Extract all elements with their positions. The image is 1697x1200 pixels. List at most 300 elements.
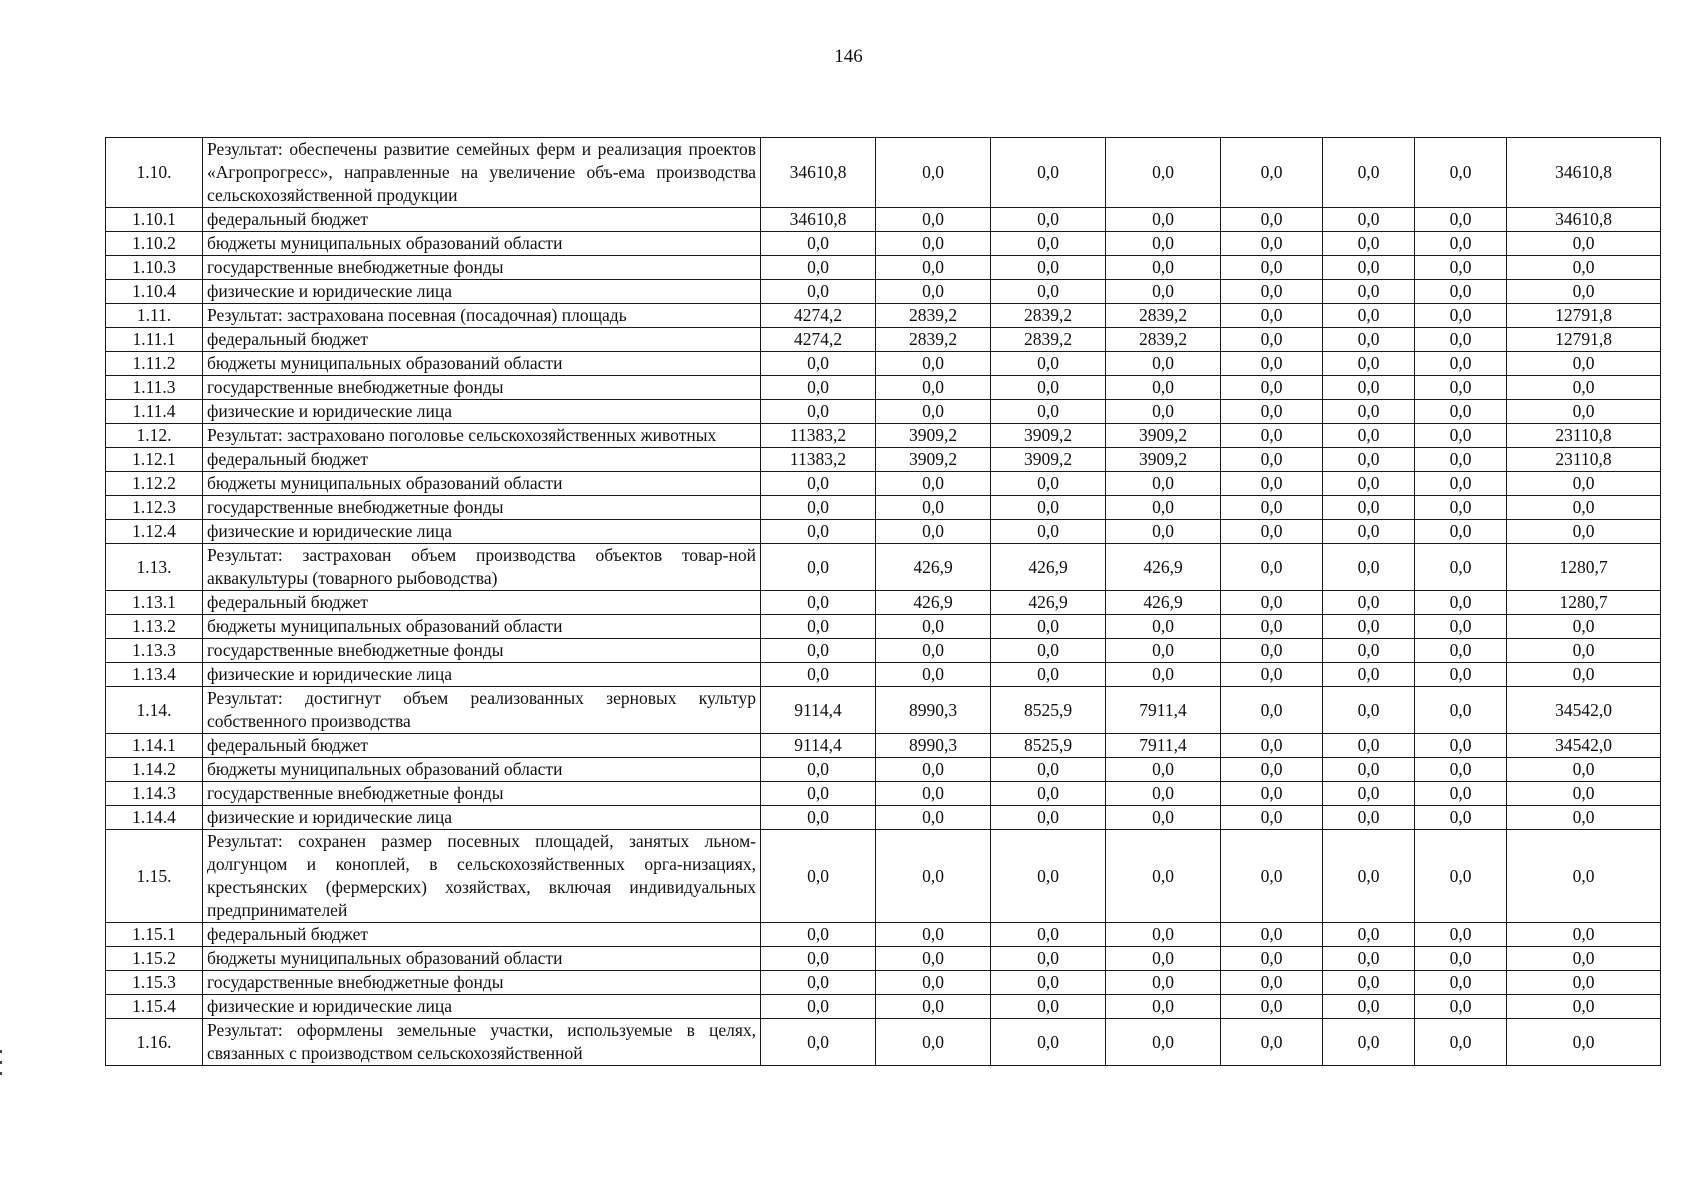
row-description: бюджеты муниципальных образований области: [203, 615, 761, 639]
row-total-value: 0,0: [1507, 232, 1661, 256]
row-year-value: 0,0: [1221, 947, 1323, 971]
row-year-value: 0,0: [1415, 971, 1507, 995]
table-row: [106, 352, 1661, 376]
row-year-value: 0,0: [1415, 400, 1507, 424]
row-year-value: 0,0: [991, 923, 1106, 947]
row-year-value: 0,0: [1415, 639, 1507, 663]
row-year-value: 0,0: [1415, 806, 1507, 830]
row-year-value: 8525,9: [991, 687, 1106, 734]
row-year-value: 426,9: [1106, 544, 1221, 591]
row-description: бюджеты муниципальных образований области: [203, 472, 761, 496]
row-year-value: 0,0: [1221, 208, 1323, 232]
row-year-value: 0,0: [876, 782, 991, 806]
row-year-value: 0,0: [1323, 806, 1415, 830]
row-code: 1.12.: [106, 424, 203, 448]
row-total-value: 0,0: [1507, 971, 1661, 995]
row-year-value: 3909,2: [991, 424, 1106, 448]
row-year-value: 0,0: [1106, 923, 1221, 947]
row-code: 1.12.1: [106, 448, 203, 472]
row-year-value: 0,0: [1415, 256, 1507, 280]
row-year-value: 0,0: [876, 971, 991, 995]
row-description: физические и юридические лица: [203, 663, 761, 687]
row-year-value: 8525,9: [991, 734, 1106, 758]
row-year-value: 0,0: [1221, 496, 1323, 520]
row-year-value: 2839,2: [876, 328, 991, 352]
row-year-value: 0,0: [1323, 328, 1415, 352]
row-description: государственные внебюджетные фонды: [203, 376, 761, 400]
row-year-value: 0,0: [1221, 806, 1323, 830]
row-total-value: 0,0: [1507, 256, 1661, 280]
row-year-value: 0,0: [1415, 520, 1507, 544]
table-row: [106, 995, 1661, 1019]
row-description: Результат: обеспечены развитие семейных ферм и реализация проектов «Агропрогресс», направленные на увеличение объ-ема производства сельскохозяйственной продукции: [203, 138, 761, 208]
row-year-value: 0,0: [1323, 830, 1415, 923]
row-description: государственные внебюджетные фонды: [203, 256, 761, 280]
row-year-value: 0,0: [1106, 758, 1221, 782]
row-year-value: 0,0: [761, 830, 876, 923]
row-year-value: 0,0: [991, 256, 1106, 280]
row-year-value: 0,0: [991, 520, 1106, 544]
row-total-value: 0,0: [1507, 280, 1661, 304]
row-year-value: 0,0: [991, 376, 1106, 400]
row-code: 1.11.3: [106, 376, 203, 400]
row-year-value: 0,0: [1323, 256, 1415, 280]
row-year-value: 0,0: [991, 639, 1106, 663]
row-code: 1.14.4: [106, 806, 203, 830]
row-code: 1.13.: [106, 544, 203, 591]
row-code: 1.13.1: [106, 591, 203, 615]
row-year-value: 0,0: [1323, 352, 1415, 376]
row-year-value: 34610,8: [761, 138, 876, 208]
row-year-value: 3909,2: [991, 448, 1106, 472]
row-year-value: 0,0: [761, 472, 876, 496]
row-year-value: 0,0: [1106, 256, 1221, 280]
row-total-value: 34610,8: [1507, 208, 1661, 232]
row-year-value: 0,0: [1323, 232, 1415, 256]
row-year-value: 0,0: [1323, 424, 1415, 448]
row-total-value: 1280,7: [1507, 544, 1661, 591]
row-year-value: 0,0: [1323, 1019, 1415, 1066]
row-year-value: 0,0: [876, 806, 991, 830]
row-year-value: 0,0: [1323, 280, 1415, 304]
table-row: [106, 304, 1661, 328]
row-year-value: 0,0: [1323, 663, 1415, 687]
table-row: [106, 280, 1661, 304]
row-description: Результат: сохранен размер посевных площадей, занятых льном-долгунцом и коноплей, в сельскохозяйственных орга-низациях, крестьянских (фермерских) хозяйствах, включая индивидуальных предпринимателей: [203, 830, 761, 923]
row-year-value: 0,0: [1106, 806, 1221, 830]
row-year-value: 0,0: [1415, 830, 1507, 923]
row-total-value: 34610,8: [1507, 138, 1661, 208]
row-year-value: 0,0: [1221, 280, 1323, 304]
row-year-value: 426,9: [991, 591, 1106, 615]
row-total-value: 0,0: [1507, 615, 1661, 639]
row-year-value: 0,0: [761, 995, 876, 1019]
table-row: [106, 923, 1661, 947]
row-description: физические и юридические лица: [203, 520, 761, 544]
row-year-value: 0,0: [1415, 208, 1507, 232]
row-total-value: 34542,0: [1507, 734, 1661, 758]
row-year-value: 0,0: [1323, 400, 1415, 424]
row-year-value: 0,0: [761, 544, 876, 591]
row-total-value: 0,0: [1507, 639, 1661, 663]
row-code: 1.16.: [106, 1019, 203, 1066]
row-year-value: 11383,2: [761, 424, 876, 448]
row-year-value: 0,0: [761, 591, 876, 615]
result-row: [106, 138, 1661, 208]
table-row: [106, 758, 1661, 782]
row-year-value: 0,0: [1323, 544, 1415, 591]
row-year-value: 4274,2: [761, 328, 876, 352]
row-year-value: 0,0: [1221, 615, 1323, 639]
row-year-value: 426,9: [876, 591, 991, 615]
row-description: физические и юридические лица: [203, 995, 761, 1019]
row-year-value: 0,0: [1221, 734, 1323, 758]
row-year-value: 7911,4: [1106, 734, 1221, 758]
row-code: 1.12.2: [106, 472, 203, 496]
row-year-value: 0,0: [1106, 472, 1221, 496]
row-year-value: 0,0: [991, 208, 1106, 232]
row-year-value: 0,0: [1415, 995, 1507, 1019]
row-code: 1.14.2: [106, 758, 203, 782]
row-year-value: 0,0: [1415, 734, 1507, 758]
row-year-value: 34610,8: [761, 208, 876, 232]
row-year-value: 426,9: [1106, 591, 1221, 615]
row-code: 1.13.4: [106, 663, 203, 687]
row-total-value: 0,0: [1507, 806, 1661, 830]
table-row: [106, 663, 1661, 687]
row-total-value: 1280,7: [1507, 591, 1661, 615]
row-year-value: 0,0: [1415, 376, 1507, 400]
row-description: Результат: достигнут объем реализованных зерновых культур собственного производства: [203, 687, 761, 734]
result-row: [106, 544, 1661, 591]
row-total-value: 0,0: [1507, 923, 1661, 947]
row-year-value: 9114,4: [761, 687, 876, 734]
row-year-value: 0,0: [1221, 591, 1323, 615]
row-total-value: 0,0: [1507, 472, 1661, 496]
row-year-value: 0,0: [1415, 280, 1507, 304]
table-body: [106, 138, 1661, 1066]
row-year-value: 0,0: [1221, 472, 1323, 496]
row-total-value: 12791,8: [1507, 328, 1661, 352]
row-year-value: 0,0: [876, 758, 991, 782]
row-year-value: 2839,2: [876, 304, 991, 328]
row-year-value: 0,0: [876, 496, 991, 520]
row-description: государственные внебюджетные фонды: [203, 496, 761, 520]
budget-table: [105, 137, 1661, 1066]
row-code: 1.10.1: [106, 208, 203, 232]
table-row: [106, 328, 1661, 352]
row-year-value: 0,0: [876, 615, 991, 639]
row-description: федеральный бюджет: [203, 328, 761, 352]
row-total-value: 0,0: [1507, 995, 1661, 1019]
row-year-value: 0,0: [1221, 232, 1323, 256]
row-year-value: 0,0: [1323, 304, 1415, 328]
row-total-value: 0,0: [1507, 663, 1661, 687]
table-row: [106, 591, 1661, 615]
row-year-value: 0,0: [761, 923, 876, 947]
row-year-value: 0,0: [761, 663, 876, 687]
row-year-value: 0,0: [1221, 424, 1323, 448]
result-row: [106, 830, 1661, 923]
row-year-value: 0,0: [1415, 615, 1507, 639]
result-row: [106, 424, 1661, 448]
result-row: [106, 687, 1661, 734]
row-year-value: 0,0: [876, 232, 991, 256]
row-year-value: 0,0: [1106, 520, 1221, 544]
row-year-value: 0,0: [1221, 663, 1323, 687]
row-code: 1.14.: [106, 687, 203, 734]
row-year-value: 0,0: [876, 376, 991, 400]
table-row: [106, 806, 1661, 830]
scan-margin-marks: [0, 1050, 4, 1083]
row-year-value: 0,0: [1221, 971, 1323, 995]
row-year-value: 0,0: [1106, 138, 1221, 208]
row-year-value: 0,0: [1415, 947, 1507, 971]
row-code: 1.10.4: [106, 280, 203, 304]
row-year-value: 0,0: [991, 830, 1106, 923]
row-description: бюджеты муниципальных образований области: [203, 947, 761, 971]
row-year-value: 0,0: [761, 615, 876, 639]
row-total-value: 0,0: [1507, 947, 1661, 971]
row-description: федеральный бюджет: [203, 448, 761, 472]
row-year-value: 0,0: [876, 280, 991, 304]
row-year-value: 0,0: [1323, 520, 1415, 544]
row-year-value: 0,0: [1106, 376, 1221, 400]
table-row: [106, 782, 1661, 806]
row-code: 1.10.2: [106, 232, 203, 256]
row-year-value: 0,0: [1106, 830, 1221, 923]
row-year-value: 0,0: [991, 496, 1106, 520]
row-code: 1.15.1: [106, 923, 203, 947]
row-year-value: 0,0: [1221, 304, 1323, 328]
row-description: государственные внебюджетные фонды: [203, 639, 761, 663]
row-total-value: 23110,8: [1507, 448, 1661, 472]
row-year-value: 0,0: [1415, 687, 1507, 734]
row-year-value: 0,0: [1106, 352, 1221, 376]
row-year-value: 0,0: [761, 376, 876, 400]
row-year-value: 0,0: [1323, 591, 1415, 615]
row-year-value: 0,0: [876, 256, 991, 280]
row-year-value: 0,0: [991, 400, 1106, 424]
row-year-value: 0,0: [1415, 328, 1507, 352]
row-year-value: 0,0: [761, 782, 876, 806]
row-year-value: 0,0: [1415, 758, 1507, 782]
table-row: [106, 208, 1661, 232]
table-row: [106, 639, 1661, 663]
row-year-value: 0,0: [991, 615, 1106, 639]
row-year-value: 0,0: [1323, 923, 1415, 947]
row-year-value: 0,0: [1323, 687, 1415, 734]
row-year-value: 0,0: [991, 232, 1106, 256]
row-year-value: 0,0: [1323, 208, 1415, 232]
row-year-value: 2839,2: [991, 328, 1106, 352]
row-year-value: 0,0: [1221, 544, 1323, 591]
result-row: [106, 1019, 1661, 1066]
row-year-value: 0,0: [1221, 138, 1323, 208]
row-year-value: 0,0: [1415, 352, 1507, 376]
row-year-value: 0,0: [1415, 448, 1507, 472]
row-code: 1.13.3: [106, 639, 203, 663]
row-year-value: 0,0: [1221, 376, 1323, 400]
row-code: 1.11.: [106, 304, 203, 328]
row-description: физические и юридические лица: [203, 280, 761, 304]
table-row: [106, 472, 1661, 496]
row-code: 1.14.3: [106, 782, 203, 806]
row-year-value: 0,0: [1415, 1019, 1507, 1066]
row-year-value: 0,0: [1415, 496, 1507, 520]
row-description: федеральный бюджет: [203, 591, 761, 615]
row-year-value: 0,0: [1106, 663, 1221, 687]
row-year-value: 0,0: [761, 496, 876, 520]
row-year-value: 0,0: [876, 995, 991, 1019]
row-code: 1.15.3: [106, 971, 203, 995]
row-year-value: 11383,2: [761, 448, 876, 472]
row-description: бюджеты муниципальных образований области: [203, 758, 761, 782]
row-year-value: 0,0: [876, 520, 991, 544]
row-year-value: 3909,2: [1106, 448, 1221, 472]
row-year-value: 0,0: [1221, 520, 1323, 544]
page-number: 146: [834, 46, 863, 67]
row-year-value: 0,0: [991, 472, 1106, 496]
table-row: [106, 971, 1661, 995]
row-year-value: 0,0: [1415, 544, 1507, 591]
row-year-value: 0,0: [1221, 995, 1323, 1019]
row-year-value: 0,0: [1323, 138, 1415, 208]
row-description: федеральный бюджет: [203, 923, 761, 947]
row-year-value: 0,0: [1323, 496, 1415, 520]
table-row: [106, 734, 1661, 758]
row-year-value: 0,0: [1106, 1019, 1221, 1066]
row-year-value: 0,0: [1415, 923, 1507, 947]
row-code: 1.11.1: [106, 328, 203, 352]
row-year-value: 0,0: [876, 352, 991, 376]
row-code: 1.10.: [106, 138, 203, 208]
row-year-value: 0,0: [1221, 1019, 1323, 1066]
row-year-value: 0,0: [1323, 782, 1415, 806]
row-code: 1.12.3: [106, 496, 203, 520]
row-total-value: 0,0: [1507, 782, 1661, 806]
row-description: Результат: оформлены земельные участки, используемые в целях, связанных с производством сельскохозяйственной: [203, 1019, 761, 1066]
row-description: физические и юридические лица: [203, 806, 761, 830]
row-year-value: 0,0: [876, 947, 991, 971]
row-total-value: 12791,8: [1507, 304, 1661, 328]
row-year-value: 0,0: [876, 208, 991, 232]
row-year-value: 7911,4: [1106, 687, 1221, 734]
row-year-value: 0,0: [876, 1019, 991, 1066]
row-code: 1.10.3: [106, 256, 203, 280]
row-year-value: 0,0: [1106, 208, 1221, 232]
row-description: государственные внебюджетные фонды: [203, 782, 761, 806]
row-total-value: 0,0: [1507, 352, 1661, 376]
row-code: 1.15.4: [106, 995, 203, 1019]
row-year-value: 0,0: [991, 138, 1106, 208]
row-year-value: 0,0: [991, 995, 1106, 1019]
row-year-value: 0,0: [1221, 639, 1323, 663]
row-year-value: 0,0: [1323, 971, 1415, 995]
row-year-value: 0,0: [1221, 687, 1323, 734]
row-year-value: 9114,4: [761, 734, 876, 758]
row-year-value: 0,0: [761, 758, 876, 782]
row-year-value: 0,0: [1323, 615, 1415, 639]
row-year-value: 8990,3: [876, 734, 991, 758]
row-code: 1.15.2: [106, 947, 203, 971]
row-year-value: 2839,2: [1106, 304, 1221, 328]
row-year-value: 2839,2: [991, 304, 1106, 328]
row-code: 1.15.: [106, 830, 203, 923]
row-year-value: 0,0: [1221, 758, 1323, 782]
row-year-value: 0,0: [1221, 352, 1323, 376]
row-year-value: 0,0: [761, 400, 876, 424]
row-description: бюджеты муниципальных образований области: [203, 232, 761, 256]
row-year-value: 0,0: [1106, 947, 1221, 971]
row-year-value: 0,0: [1106, 232, 1221, 256]
row-year-value: 0,0: [1106, 400, 1221, 424]
row-year-value: 0,0: [876, 830, 991, 923]
row-year-value: 0,0: [1221, 448, 1323, 472]
row-year-value: 0,0: [1221, 256, 1323, 280]
row-year-value: 0,0: [991, 782, 1106, 806]
row-year-value: 3909,2: [1106, 424, 1221, 448]
row-description: государственные внебюджетные фонды: [203, 971, 761, 995]
row-code: 1.13.2: [106, 615, 203, 639]
row-year-value: 0,0: [761, 280, 876, 304]
row-year-value: 0,0: [991, 663, 1106, 687]
row-year-value: 0,0: [991, 806, 1106, 830]
row-year-value: 0,0: [876, 663, 991, 687]
table-row: [106, 615, 1661, 639]
row-year-value: 0,0: [1415, 782, 1507, 806]
table-row: [106, 400, 1661, 424]
row-year-value: 3909,2: [876, 448, 991, 472]
row-year-value: 0,0: [876, 138, 991, 208]
row-year-value: 0,0: [1323, 995, 1415, 1019]
row-year-value: 0,0: [1221, 400, 1323, 424]
table-row: [106, 947, 1661, 971]
row-code: 1.12.4: [106, 520, 203, 544]
row-description: федеральный бюджет: [203, 734, 761, 758]
row-year-value: 0,0: [1323, 758, 1415, 782]
row-total-value: 0,0: [1507, 496, 1661, 520]
row-code: 1.11.4: [106, 400, 203, 424]
row-year-value: 2839,2: [1106, 328, 1221, 352]
row-year-value: 0,0: [991, 280, 1106, 304]
row-year-value: 0,0: [1323, 734, 1415, 758]
row-year-value: 0,0: [1415, 424, 1507, 448]
row-year-value: 0,0: [1221, 830, 1323, 923]
row-description: Результат: застрахован объем производства объектов товар-ной аквакультуры (товарного рыбоводства): [203, 544, 761, 591]
row-year-value: 0,0: [1323, 639, 1415, 663]
row-year-value: 0,0: [761, 520, 876, 544]
row-year-value: 0,0: [1415, 304, 1507, 328]
row-total-value: 0,0: [1507, 376, 1661, 400]
row-year-value: 0,0: [1106, 782, 1221, 806]
row-year-value: 0,0: [761, 256, 876, 280]
row-description: Результат: застрахована посевная (посадочная) площадь: [203, 304, 761, 328]
row-year-value: 0,0: [761, 352, 876, 376]
row-year-value: 0,0: [761, 806, 876, 830]
row-year-value: 0,0: [1221, 782, 1323, 806]
table-row: [106, 376, 1661, 400]
row-year-value: 0,0: [1221, 328, 1323, 352]
row-year-value: 8990,3: [876, 687, 991, 734]
row-total-value: 0,0: [1507, 758, 1661, 782]
row-year-value: 0,0: [1106, 496, 1221, 520]
row-total-value: 23110,8: [1507, 424, 1661, 448]
row-year-value: 0,0: [876, 400, 991, 424]
row-description: Результат: застраховано поголовье сельскохозяйственных животных: [203, 424, 761, 448]
row-year-value: 0,0: [761, 639, 876, 663]
row-year-value: 0,0: [876, 923, 991, 947]
